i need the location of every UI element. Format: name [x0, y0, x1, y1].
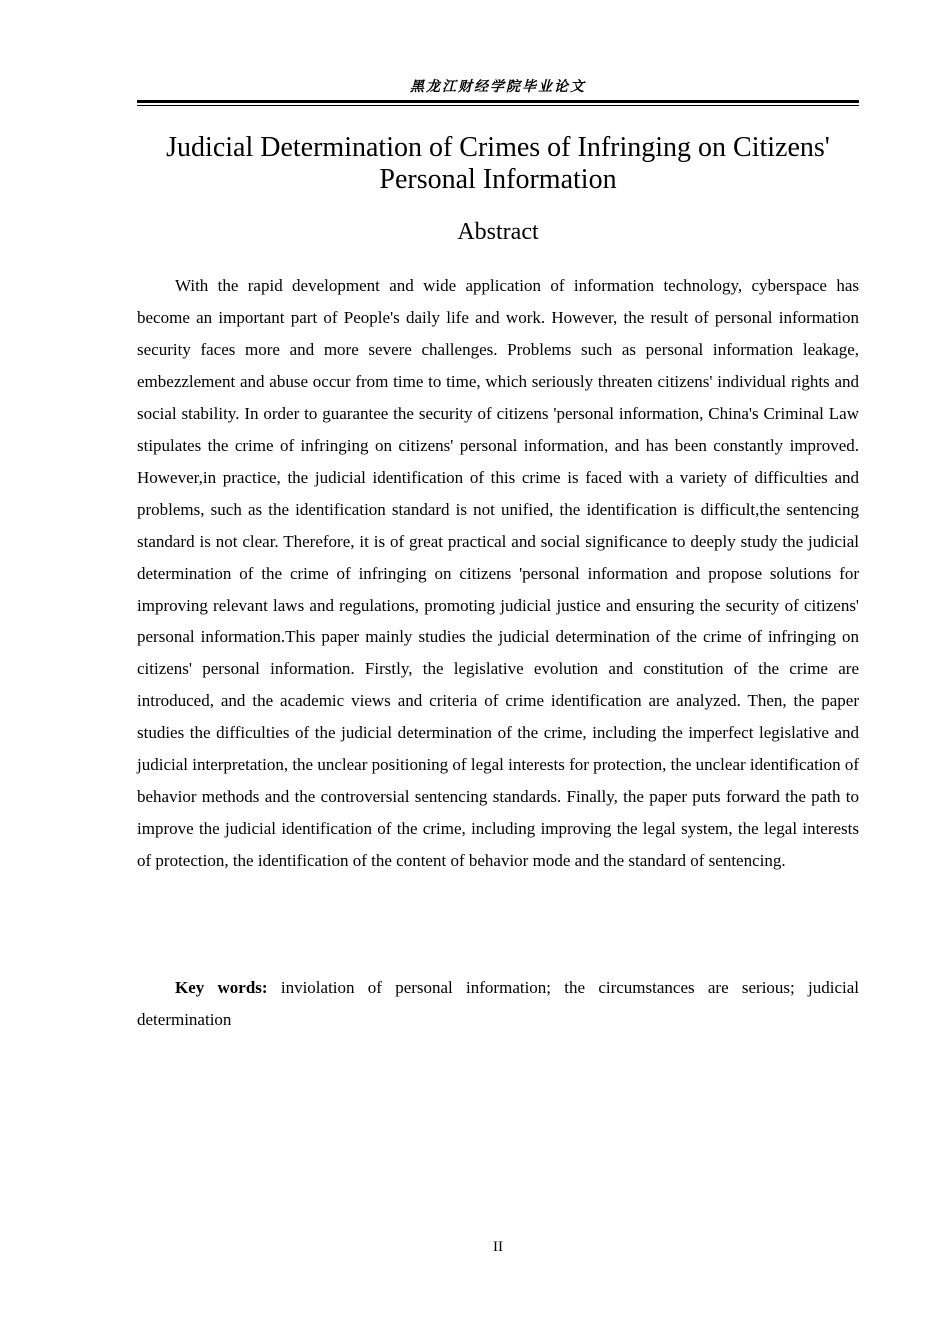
header-rule-thin — [137, 105, 859, 106]
header-rule-thick — [137, 100, 859, 103]
keywords-text: inviolation of personal information; the circumstances are serious; judicial determination — [137, 978, 860, 1029]
keywords-paragraph — [137, 972, 859, 1036]
abstract-heading: Abstract — [457, 219, 539, 245]
keywords-label: Key words: — [175, 978, 268, 997]
paper-title: Judicial Determination of Crimes of Infringing on Citizens' Personal Information — [166, 132, 830, 195]
page-number: II — [493, 1239, 503, 1255]
abstract-body: With the rapid development and wide application of information technology, cyberspace has become an important part of People's daily life and work. However, the result of personal information security faces more and more severe challenges. Problems such as personal information leakage, embezzlement and abuse occur from time to time, which seriously threaten citizens' individual rights and social stability. In order to guarantee the security of citizens 'personal information, China's Criminal Law stipulates the crime of infringing on citizens' personal information, and has been constantly improved. However,in practice, the judicial identification of this crime is faced with a variety of difficulties and problems, such as the identification standard is not unified, the identification is difficult,the sentencing standard is not clear. Therefore, it is of great practical and social significance to deeply study the judicial determination of the crime of infringing on citizens 'personal information and propose solutions for improving relevant laws and regulations, promoting judicial justice and ensuring the security of citizens' personal information.This paper mainly studies the judicial determination of the crime of infringing on citizens' personal information. Firstly, the legislative evolution and constitution of the crime are introduced, and the academic views and criteria of crime identification are analyzed. Then, the paper studies the difficulties of the judicial determination of the crime, including the imperfect legislative and judicial interpretation, the unclear positioning of legal interests for protection, the unclear identification of behavior methods and the controversial sentencing standards. Finally, the paper puts forward the path to improve the judicial identification of the crime, including improving the legal system, the legal interests of protection, the identification of the content of behavior mode and the standard of sentencing. — [137, 276, 859, 871]
running-header: 黑龙江财经学院毕业论文 — [410, 79, 586, 95]
